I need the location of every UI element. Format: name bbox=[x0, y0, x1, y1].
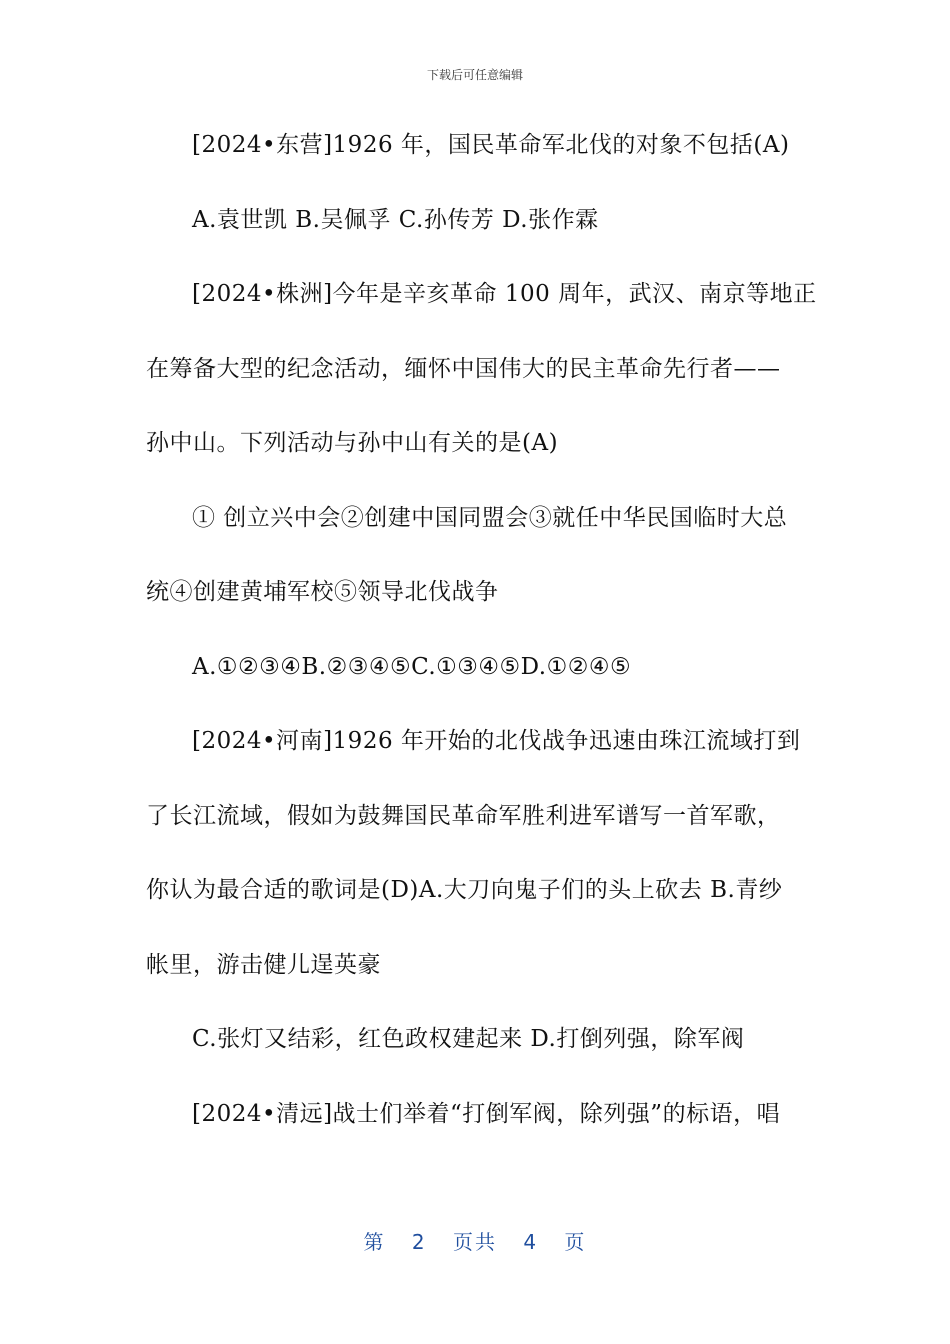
text-line: [2024•东营]1926 年，国民革命军北伐的对象不包括(A) bbox=[192, 132, 790, 158]
text-line: 你认为最合适的歌词是(D)A.大刀向鬼子们的头上砍去 B.青纱 bbox=[146, 877, 783, 903]
text-line: [2024•株洲]今年是辛亥革命 100 周年，武汉、南京等地正 bbox=[192, 281, 817, 307]
text-line: 统④创建黄埔军校⑤领导北伐战争 bbox=[146, 579, 499, 605]
text-line: A.袁世凯 B.吴佩孚 C.孙传芳 D.张作霖 bbox=[192, 206, 599, 233]
document-body bbox=[146, 126, 826, 1169]
text-line: 孙中山。下列活动与孙中山有关的是(A) bbox=[146, 430, 559, 456]
page-footer: 第 2 页共 4 页 bbox=[363, 1230, 587, 1254]
text-line: [2024•河南]1926 年开始的北伐战争迅速由珠江流域打到 bbox=[192, 728, 801, 754]
text-line: A.①②③④B.②③④⑤C.①③④⑤D.①②④⑤ bbox=[192, 653, 632, 680]
text-line: 了长江流域，假如为鼓舞国民革命军胜利进军谱写一首军歌， bbox=[146, 802, 781, 829]
text-line: 帐里，游击健儿逞英豪 bbox=[146, 951, 381, 978]
page-header: 下载后可任意编辑 bbox=[426, 68, 523, 82]
text-line: C.张灯又结彩，红色政权建起来 D.打倒列强，除军阀 bbox=[192, 1026, 745, 1052]
text-line: 在筹备大型的纪念活动，缅怀中国伟大的民主革命先行者—— bbox=[146, 355, 781, 382]
text-line: [2024•清远]战士们举着“打倒军阀，除列强”的标语，唱 bbox=[192, 1100, 781, 1127]
text-line: ① 创立兴中会②创建中国同盟会③就任中华民国临时大总 bbox=[192, 504, 788, 531]
